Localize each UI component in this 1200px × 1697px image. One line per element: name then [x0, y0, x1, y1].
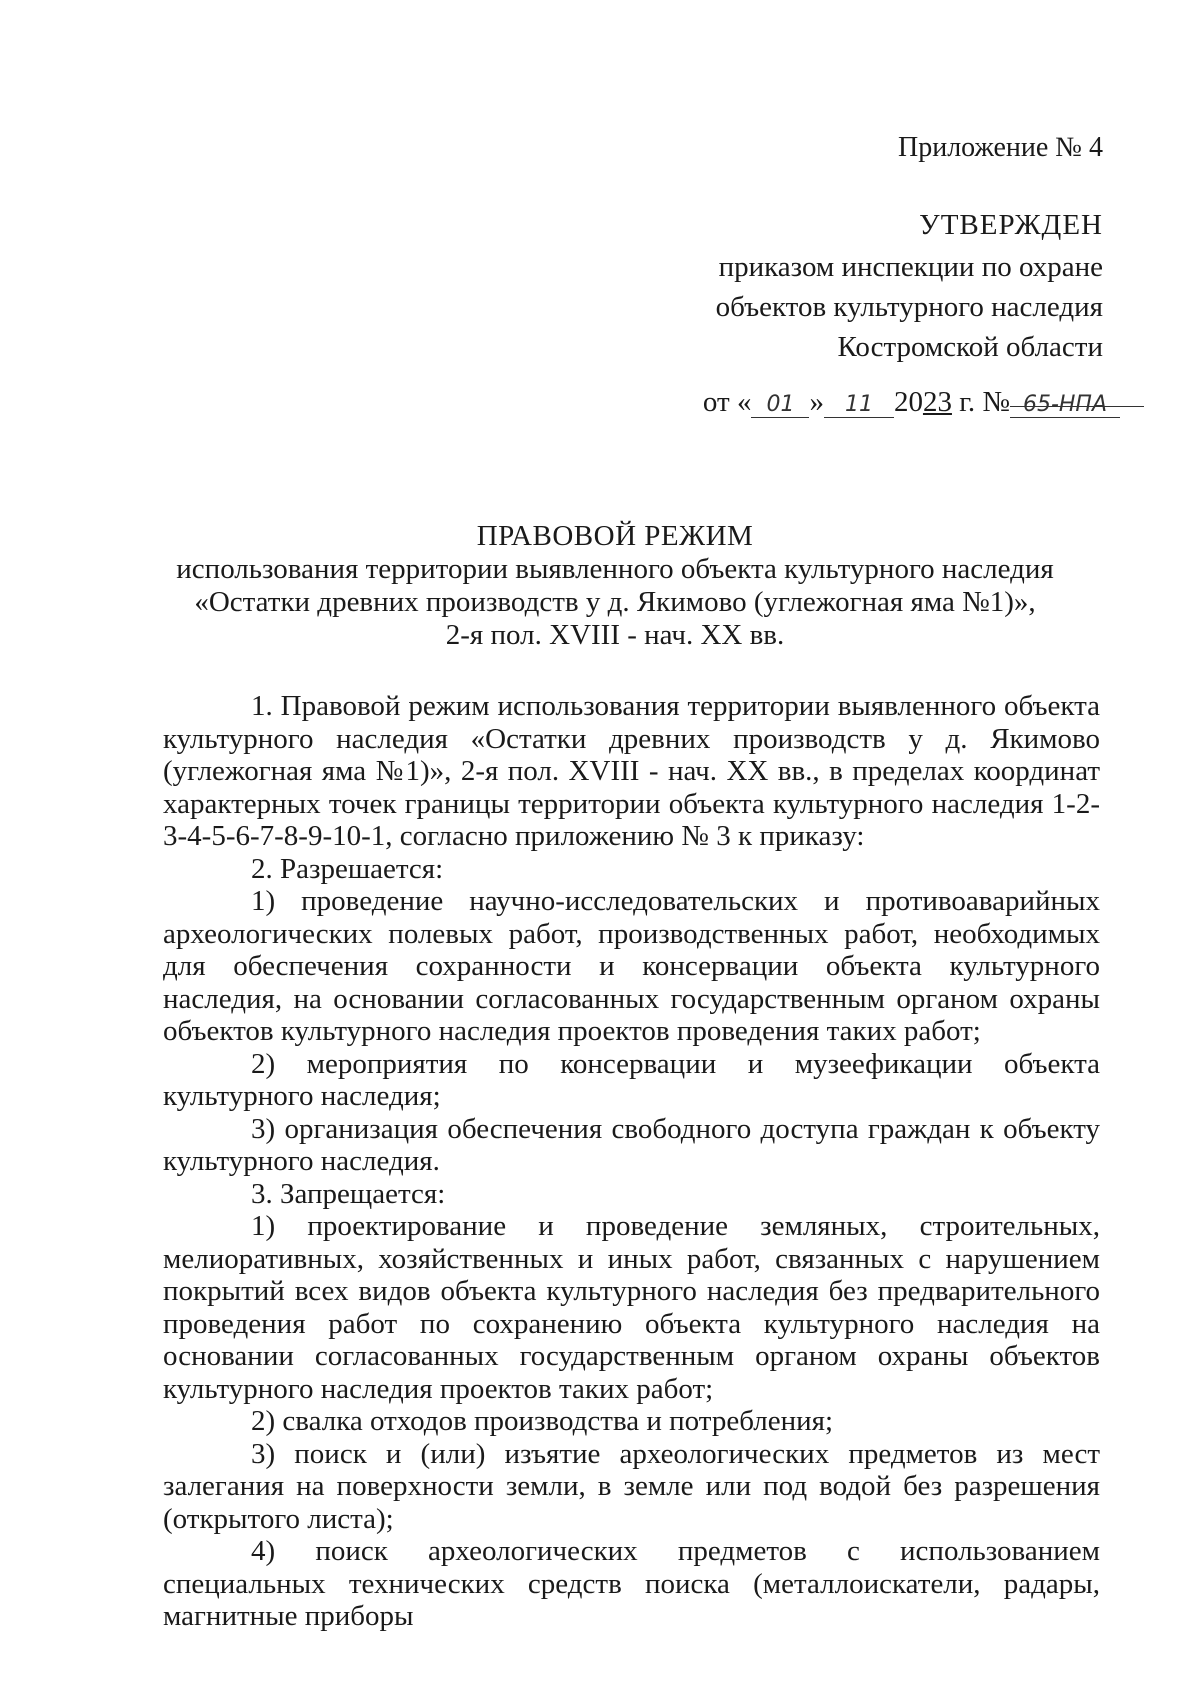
paragraph: 2) мероприятия по консервации и музеефикации объекта культурного наследия;	[163, 1047, 1100, 1112]
paragraph: 3. Запрещается:	[251, 1177, 446, 1210]
approval-block	[716, 205, 1103, 367]
paragraph: 2) свалка отходов производства и потребления;	[251, 1405, 834, 1437]
year-post: г. №	[951, 386, 1010, 418]
paragraph: 1) проектирование и проведение земляных, строительных, мелиоративных, хозяйственных и иных работ, связанных с нарушением покрытий всех видов объекта культурного наследия без предварительного проведения работ по сохранению объекта культурного наследия на основании согласованных государственным органом охраны объектов культурного наследия проектов таких работ;	[163, 1210, 1100, 1405]
order-line: Костромской области	[837, 331, 1103, 363]
appendix-label: Приложение № 4	[898, 132, 1103, 163]
handwritten-month: 11	[824, 392, 894, 418]
date-prefix: от «	[702, 386, 752, 418]
paragraph: 3) поиск и (или) изъятие археологических предметов из мест залегания на поверхности земли, в земле или под водой без разрешения (открытого листа);	[163, 1437, 1100, 1535]
order-line: приказом инспекции по охране	[718, 251, 1103, 283]
document-title-block	[0, 520, 1200, 652]
year-suffix: 23	[922, 386, 952, 418]
order-line: объектов культурного наследия	[715, 291, 1103, 323]
title-line: «Остатки древних производств у д. Якимово (углежогная яма №1)»,	[194, 586, 1036, 618]
date-mid: »	[809, 386, 824, 418]
paragraph: 4) поиск археологических предметов с использованием специальных технических средств поиска (металлоискатели, радары, магнитные приборы	[163, 1535, 1100, 1632]
approved-stamp-text: УТВЕРЖДЕН	[919, 209, 1103, 241]
title-line: 2-я пол. XVIII - нач. XX вв.	[445, 619, 785, 651]
handwritten-day: 01	[751, 392, 809, 418]
paragraph: 1. Правовой режим использования территории выявленного объекта культурного наследия «Остатки древних производств у д. Якимово (углежогная яма №1)», 2-я пол. XVIII - нач. XX вв., в пределах координат характерных точек границы территории объекта культурного наследия 1-2-3-4-5-6-7-8-9-10-1, согласно приложению № 3 к приказу:	[163, 690, 1100, 852]
title-line: использования территории выявленного объекта культурного наследия	[176, 553, 1054, 585]
year-prefix: 20	[893, 386, 923, 418]
order-date-line	[703, 386, 1120, 419]
document-body	[163, 690, 1100, 1633]
handwritten-order-number: 65-НПА	[1010, 392, 1120, 418]
document-title: ПРАВОВОЙ РЕЖИМ	[476, 520, 754, 552]
paragraph: 2. Разрешается:	[251, 852, 444, 885]
paragraph: 1) проведение научно-исследовательских и противоаварийных археологических полевых работ, производственных работ, необходимых для обеспечения сохранности и консервации объекта культурного наследия, на основании согласованных государственным органом охраны объектов культурного наследия проектов проведения таких работ;	[163, 885, 1100, 1047]
paragraph: 3) организация обеспечения свободного доступа граждан к объекту культурного наследия.	[163, 1112, 1100, 1177]
